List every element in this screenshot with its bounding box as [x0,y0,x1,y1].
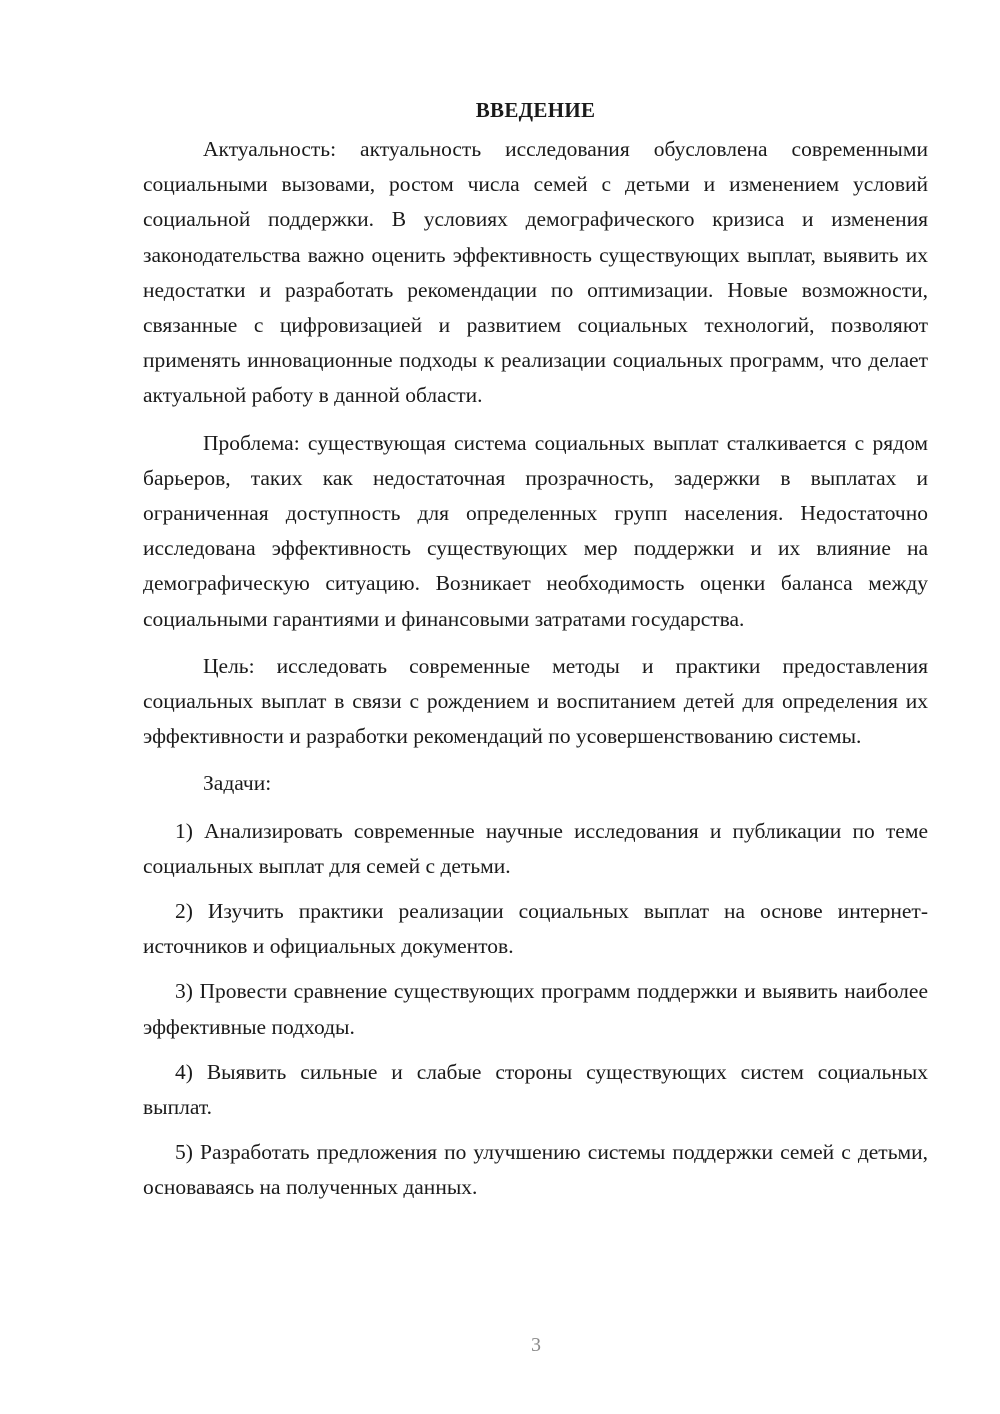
paragraph-goal: Цель: исследовать современные методы и практики предоставления социальных выплат в связи с рождением и воспитанием детей для определения их эффективности и разработки рекомендаций по усовершенствованию системы. [143,653,928,749]
paragraph-problem: Проблема: существующая система социальных выплат сталкивается с рядом барьеров, таких как недостаточная прозрачность, задержки в выплатах и ограниченная доступность для определенных групп населения. Недостаточно исследована эффективность существующих мер поддержки и их влияние на демографическую ситуацию. Возникает необходимость оценки баланса между социальными гарантиями и финансовыми затратами государства. [143,430,928,631]
tasks-label: Задачи: [203,771,272,796]
task-item: 4) Выявить сильные и слабые стороны существующих систем социальных выплат. [143,1059,928,1120]
task-item: 1) Анализировать современные научные исследования и публикации по теме социальных выплат для семей с детьми. [143,818,928,878]
page-content [143,92,928,1216]
paragraph-relevance: Актуальность: актуальность исследования обусловлена современными социальными вызовами, ростом числа семей с детьми и изменением условий социальной поддержки. В условиях демографического кризиса и изменения законодательства важно оценить эффективность существующих выплат, выявить их недостатки и разработать рекомендации по оптимизации. Новые возможности, связанные с цифровизацией и развитием социальных технологий, позволяют применять инновационные подходы к реализации социальных программ, что делает актуальной работу в данной области. [143,137,928,408]
task-item: 5) Разработать предложения по улучшению системы поддержки семей с детьми, основаваясь на полученных данных. [143,1140,928,1200]
page-number: 3 [531,1334,541,1356]
task-item: 3) Провести сравнение существующих программ поддержки и выявить наиболее эффективные подходы. [143,979,928,1039]
task-item: 2) Изучить практики реализации социальных выплат на основе интернет-источников и официальных документов. [143,899,928,959]
section-heading: ВВЕДЕНИЕ [475,98,596,122]
